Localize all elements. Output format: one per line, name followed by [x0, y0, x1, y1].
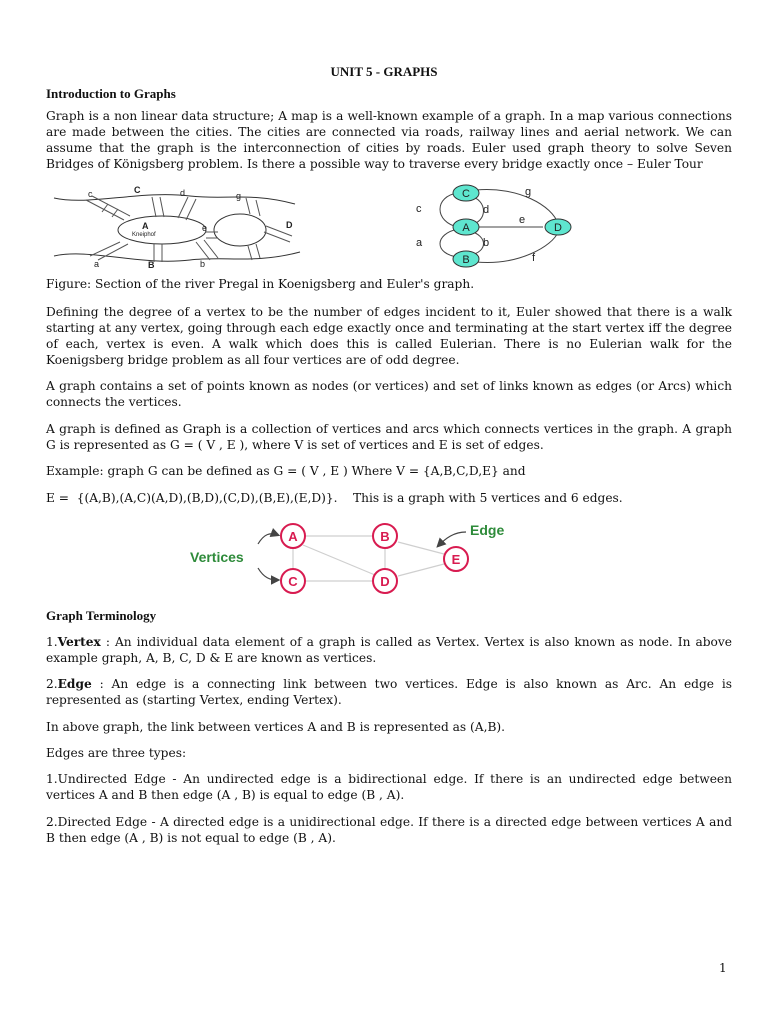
euler-edge-f: f [532, 252, 536, 264]
euler-edge-g: g [525, 186, 532, 198]
intro-heading: Introduction to Graphs [46, 86, 176, 101]
map-label-a: a [94, 259, 100, 269]
figure-caption: Figure: Section of the river Pregal in Koenigsberg and Euler's graph. [46, 277, 475, 291]
example-node-D: D [380, 574, 390, 589]
example-graph-figure [186, 514, 526, 604]
example-node-C: C [288, 574, 298, 589]
vertex-term-text: : An individual data element of a graph is called as Vertex. Vertex is also known as node. In above example graph, A, B, C, D & E are known as vertices. [46, 635, 732, 665]
vertices-label: Vertices [190, 549, 244, 565]
edge-term-paragraph [46, 676, 732, 708]
degree-paragraph: Defining the degree of a vertex to be the number of edges incident to it, Euler showed that there is a walk starting at any vertex, going through each edge exactly once and terminating at the start vertex iff the degree of each, vertex is even. A walk which does this is called Eulerian. There is no Eulerian walk for the Koenigsberg bridge problem as all four vertices are of odd degree. [46, 305, 732, 367]
edge-types-paragraph: Edges are three types: [46, 746, 187, 760]
example-line: Example: graph G can be defined as G = ( V , E ) Where V = {A,B,C,D,E} and [46, 464, 526, 478]
example-node-B: B [380, 529, 390, 544]
euler-node-B: B [462, 254, 470, 266]
euler-graph-figure [408, 182, 590, 270]
edge-term-number: 2. [46, 677, 58, 691]
vertex-term-number: 1. [46, 635, 58, 649]
link-paragraph: In above graph, the link between vertices A and B is represented as (A,B). [46, 720, 506, 734]
map-label-D: D [286, 220, 293, 230]
edge-term-word: Edge [57, 677, 92, 691]
euler-edge-e: e [519, 214, 526, 226]
koenigsberg-map-figure [50, 184, 310, 270]
euler-edge-c: c [416, 203, 422, 215]
vertex-term-word: Vertex [57, 635, 101, 649]
intro-paragraph: Graph is a non linear data structure; A map is a well-known example of a graph. In a map various connections are made between the cities. The cities are connected via roads, railway lines and aerial network. We can assume that the graph is the interconnection of cities by roads. Euler used graph theory to solve Seven Bridges of Königsberg problem. Is there a possible way to traverse every bridge exactly once – Euler Tour [46, 109, 732, 171]
example-node-E: E [451, 552, 461, 567]
contains-paragraph: A graph contains a set of points known as nodes (or vertices) and set of links known as edges (or Arcs) which connects the vertices. [46, 379, 732, 409]
map-label-A: A [142, 221, 149, 231]
page-title: UNIT 5 - GRAPHS [330, 64, 438, 79]
euler-edge-d: d [483, 204, 490, 216]
euler-edge-a: a [416, 237, 423, 249]
map-label-b: b [200, 259, 206, 269]
map-label-g: g [236, 191, 242, 201]
map-label-d: d [180, 188, 186, 198]
map-label-e: e [202, 223, 208, 233]
edges-line: E = {(A,B),(A,C)(A,D),(B,D),(C,D),(B,E),(E,D)}. This is a graph with 5 vertices and 6 edges. [46, 491, 623, 505]
example-node-A: A [288, 529, 298, 544]
map-label-B: B [148, 260, 155, 270]
map-label-c: c [88, 189, 93, 199]
undirected-edge-paragraph: 1.Undirected Edge - An undirected edge is a bidirectional edge. If there is an undirected edge between vertices A and B then edge (A , B) is equal to edge (B , A). [46, 772, 732, 802]
example-graph-edges [293, 536, 444, 581]
map-island-label: Kneiphof [132, 232, 156, 238]
map-label-C: C [134, 185, 141, 195]
vertex-term-paragraph [46, 634, 732, 666]
edge-label: Edge [470, 522, 505, 538]
euler-node-A: A [462, 222, 470, 234]
euler-node-D: D [554, 222, 562, 234]
page-number: 1 [719, 961, 727, 975]
euler-edge-b: b [483, 237, 490, 249]
terminology-heading: Graph Terminology [46, 608, 157, 623]
edge-term-text: : An edge is a connecting link between two vertices. Edge is also known as Arc. An edge is represented as (starting Vertex, ending Vertex). [46, 677, 732, 707]
directed-edge-paragraph: 2.Directed Edge - A directed edge is a unidirectional edge. If there is a directed edge between vertices A and B then edge (A , B) is not equal to edge (B , A). [46, 815, 732, 845]
euler-node-C: C [462, 188, 470, 200]
defined-paragraph: A graph is defined as Graph is a collection of vertices and arcs which connects vertices in the graph. A graph G is represented as G = ( V , E ), where V is set of vertices and E is set of edges. [46, 422, 732, 452]
